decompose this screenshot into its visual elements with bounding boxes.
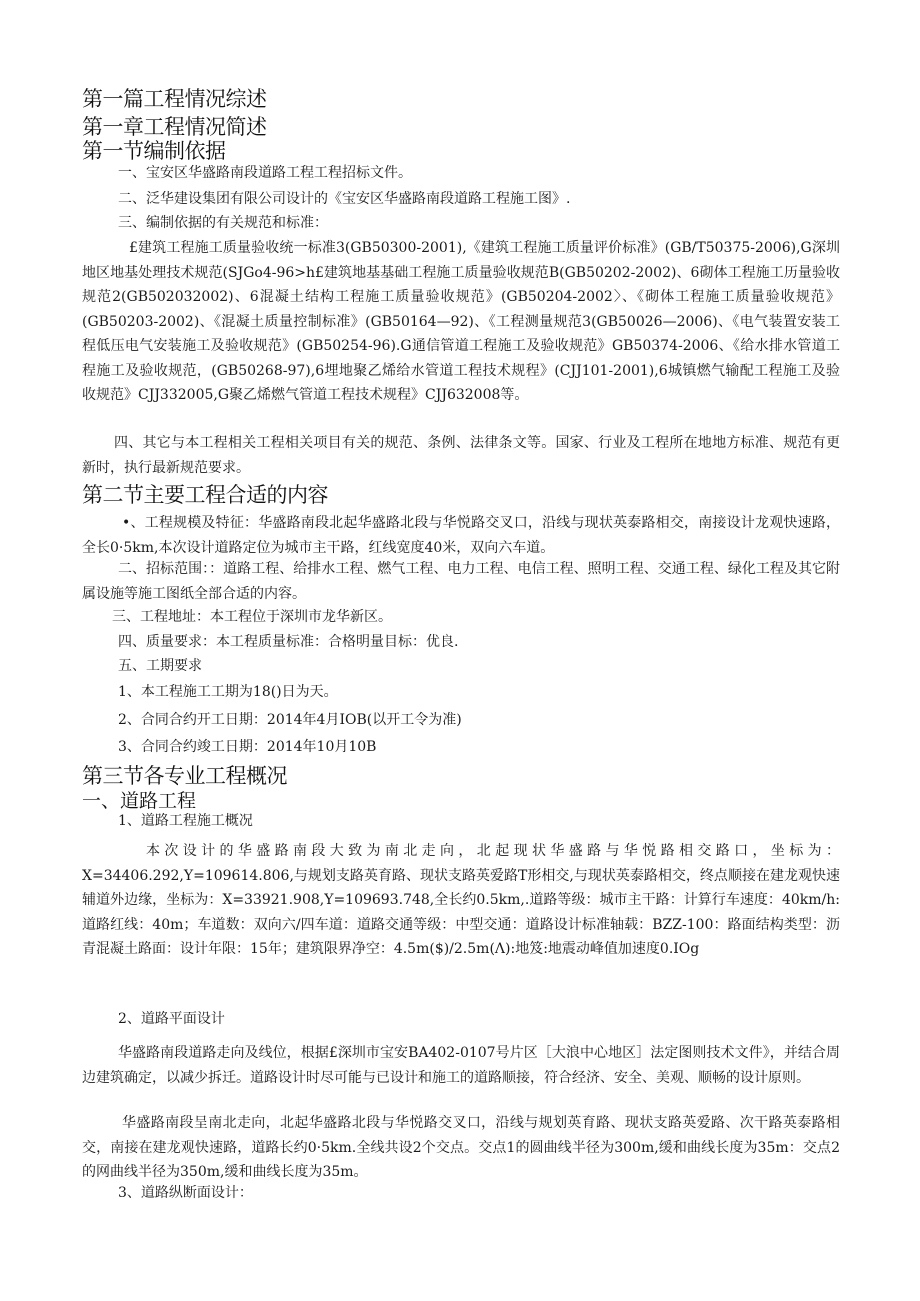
road-plan-para-1: 华盛路南段道路走向及线位，根据£深圳市宝安BA402-0107号片区［大浪中心地区］法定图则技术文件》，并结合周边建筑确定，以减少拆迁。道路设计时尽可能与已设计和施工的道路顺接，符合经济、安全、美观、顺畅的设计原则。 — [82, 1045, 840, 1086]
section-3-heading: 第三节各专业工程概况 — [82, 765, 287, 788]
road-overview-title: 1、道路工程施工概况 — [118, 813, 253, 829]
road-works-heading: 一、道路工程 — [82, 791, 197, 812]
scope-item-4: 四、质量要求：本工程质量标准：合格明量目标：优良. — [118, 634, 459, 650]
chapter-heading: 第一章工程情况简述 — [82, 116, 267, 139]
scope-item-2: 二、招标范围：：道路工程、给排水工程、燃气工程、电力工程、电信工程、照明工程、交通工程、绿化工程及其它附属设施等施工图纸全部合适的内容。 — [82, 561, 840, 602]
section-1-heading: 第一节编制依据 — [82, 140, 226, 163]
road-plan-title: 2、道路平面设计 — [118, 1011, 225, 1027]
road-overview-body: 本次设计的华盛路南段大致为南北走向，北起现状华盛路与华悦路相交路口，坐标为：X=34406.292,Y=109614.806,与规划支路英育路、现状支路英爱路T形相交,与现状英泰路相交，终点顺接在建龙观快速辅道外边缘，坐标为：X=33921.908,Y=109693.748,全长约0.5km,.道路等级：城市主干路：计算行车速度：40km/h:道路红线：40m；车道数：双向六/四车道：道路交通等级：中型交通：道路设计标准轴载：BZZ-100：路面结构类型：沥青混凝土路面：设计年限：15年；建筑限界净空：4.5m($)/2.5m(Λ):地笈:地震动峰值加速度0.IOg — [82, 843, 840, 957]
schedule-item-3: 3、合同合约竣工日期：2014年10月10B — [118, 739, 377, 755]
basis-item-4: 四、其它与本工程相关工程相关项目有关的规范、条例、法律条文等。国家、行业及工程所在地地方标准、规范有更新时，执行最新规范要求。 — [82, 435, 840, 476]
basis-item-2: 二、泛华建设集团有限公司设计的《宝安区华盛路南段道路工程施工图》. — [118, 191, 571, 207]
section-2-heading: 第二节主要工程合适的内容 — [82, 484, 328, 507]
schedule-item-2: 2、合同合约开工日期：2014年4月IOB(以开工令为准) — [118, 712, 462, 728]
basis-item-3: 三、编制依据的有关规范和标准： — [118, 215, 328, 231]
road-profile-title: 3、道路纵断面设计： — [118, 1185, 253, 1201]
part-heading: 第一篇工程情况综述 — [82, 88, 267, 111]
basis-item-1: 一、宝安区华盛路南段道路工程工程招标文件。 — [118, 165, 412, 181]
road-plan-para-2: 华盛路南段呈南北走向，北起华盛路北段与华悦路交叉口，沿线与规划英育路、现状支路英爱路、次干路英泰路相交，南接在建龙观快速路，道路长约0·5km.全线共设2个交点。交点1的圆曲线半径为300m,缓和曲线长度为35m：交点2的网曲线半径为350m,缓和曲线长度为35m。 — [82, 1115, 840, 1180]
scope-item-1: •、工程规模及特征：华盛路南段北起华盛路北段与华悦路交叉口，沿线与现状英泰路相交，南接设计龙观快速路，全长0·5km,本次设计道路定位为城市主干路，红线宽度40米，双向六车道。 — [82, 515, 840, 556]
standards-list: £建筑工程施工质量验收统一标准3(GB50300-2001),《建筑工程施工质量评价标准》(GB/T50375-2006),G深圳地区地基处理技术规范(SJGo4-96>h£建筑地基基础工程施工质量验收规范B(GB50202-2002)、6砌体工程施工历量验收规范2(GB502032002)、6混凝土结构工程施工质量验收规范》(GB50204-2002〉、《砌体工程施工质量验收规范》(GB50203-2002)、《混凝土质量控制标准》(GB50164—92)、《工程测量规范3(GB50026—2006)、《电气装置安装工程低压电气安装施工及验收规范》(GB50254-96).G通信管道工程施工及验收规范》GB50374-2006、《给水排水管道工程施工及验收规范，(GB50268-97),6埋地聚乙烯给水管道工程技术规程》(CJJ101-2001),6城镇燃气输配工程施工及验收规范》CJJ332005,G聚乙烯燃气管道工程技术规程》CJJ632008等。 — [82, 240, 840, 403]
scope-item-3: 三、工程地址：本工程位于深圳市龙华新区。 — [112, 609, 392, 625]
schedule-item-1: 1、本工程施工工期为18()日为天。 — [118, 684, 338, 700]
scope-item-5: 五、工期要求 — [118, 658, 202, 674]
